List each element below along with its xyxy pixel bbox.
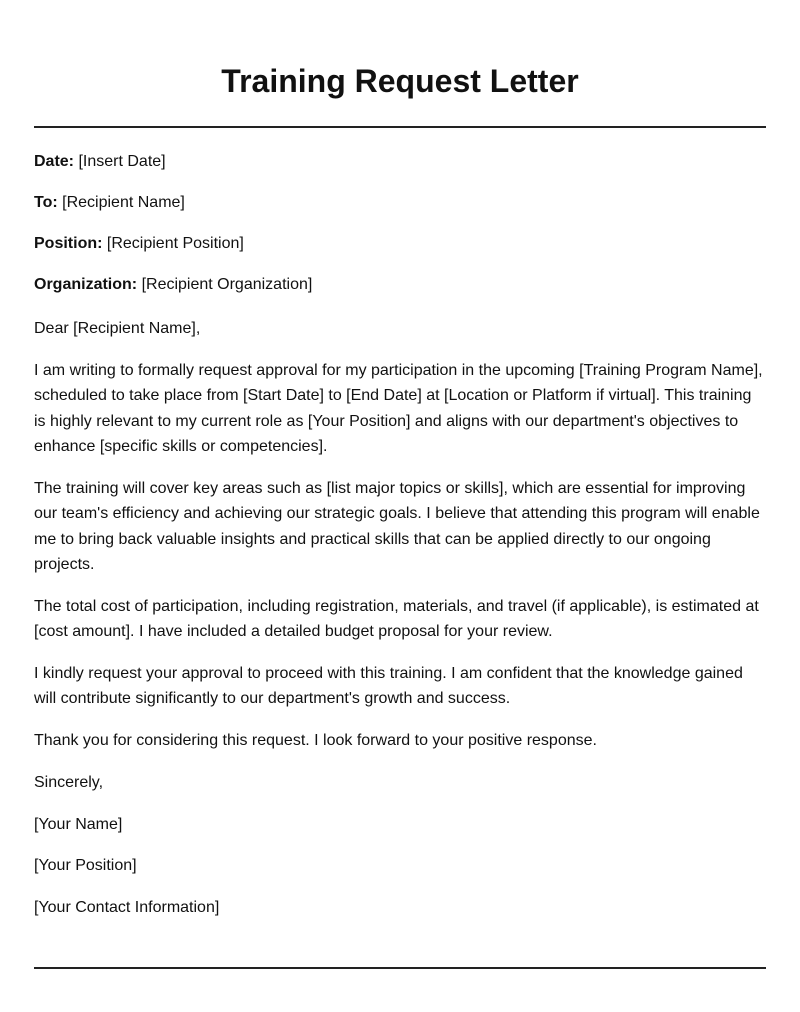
- date-value: [Insert Date]: [78, 153, 166, 170]
- organization-line: [34, 275, 766, 295]
- body-paragraph: Thank you for considering this request. I look forward to your positive response.: [34, 731, 597, 749]
- position-value: [Recipient Position]: [106, 235, 244, 252]
- date-line: [34, 152, 766, 172]
- salutation: Dear [Recipient Name],: [34, 320, 201, 337]
- letter-closing: [34, 773, 766, 918]
- position-label: Position:: [34, 235, 103, 252]
- sender-position: [Your Position]: [34, 857, 137, 874]
- letter-body: [34, 316, 766, 753]
- body-paragraph: I kindly request your approval to proceed with this training. I am confident that the knowledge gained will contribute significantly to our department's growth and success.: [34, 664, 743, 707]
- to-label: To:: [34, 194, 58, 211]
- to-line: [34, 193, 766, 213]
- body-paragraph: The training will cover key areas such as [list major topics or skills], which are essential for improving our team's efficiency and achieving our strategic goals. I believe that attending this program will enable me to bring back valuable insights and practical skills that can be applied directly to our ongoing projects.: [34, 479, 760, 573]
- sender-name: [Your Name]: [34, 815, 123, 833]
- recipient-details: [34, 152, 766, 295]
- top-divider: [34, 126, 766, 128]
- bottom-divider: [34, 967, 766, 969]
- sender-contact: [Your Contact Information]: [34, 898, 220, 916]
- organization-value: [Recipient Organization]: [141, 276, 313, 293]
- organization-label: Organization:: [34, 276, 138, 293]
- date-label: Date:: [34, 153, 75, 170]
- body-paragraph: I am writing to formally request approval for my participation in the upcoming [Training Program Name], scheduled to take place from [Start Date] to [End Date] at [Location or Platform if virtual]. This training is highly relevant to my current role as [Your Position] and aligns with our department's objectives to enhance [specific skills or competencies].: [34, 361, 763, 455]
- position-line: [34, 234, 766, 254]
- valediction: Sincerely,: [34, 774, 104, 791]
- body-paragraph: The total cost of participation, including registration, materials, and travel (if applicable), is estimated at [cost amount]. I have included a detailed budget proposal for your review.: [34, 597, 759, 640]
- document-title: Training Request Letter: [221, 63, 579, 99]
- to-value: [Recipient Name]: [62, 194, 185, 211]
